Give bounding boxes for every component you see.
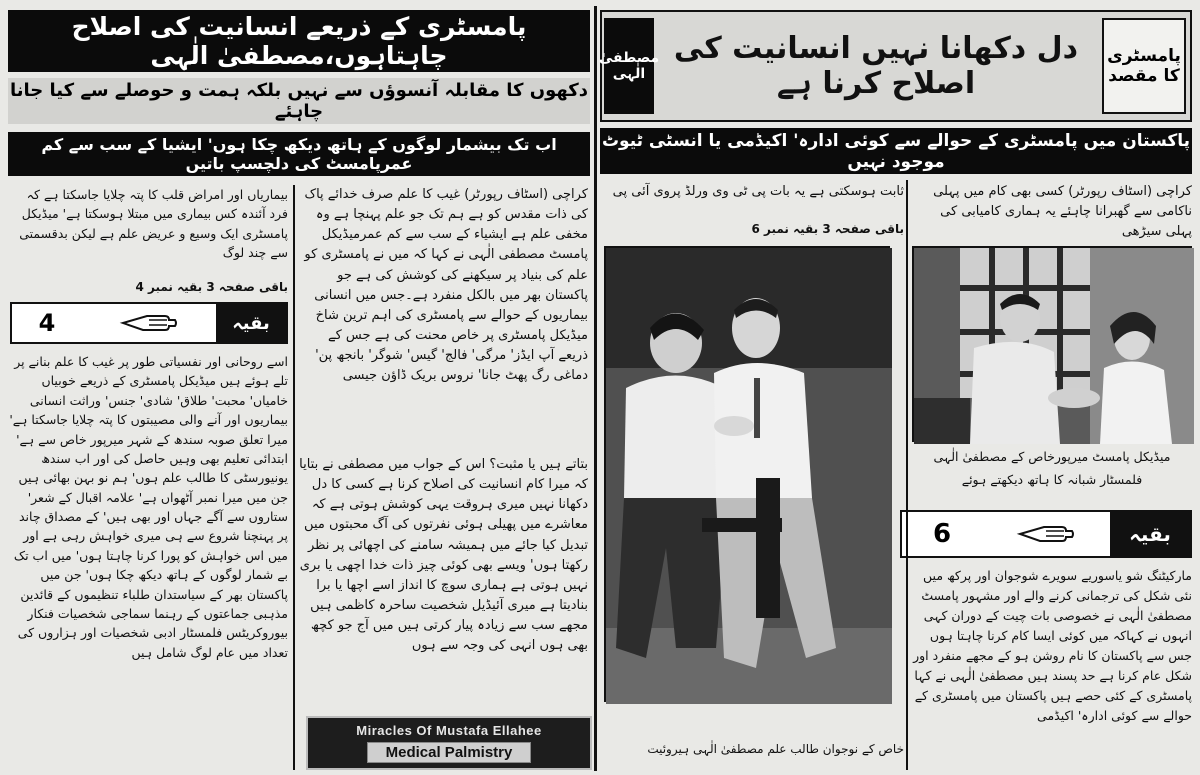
right-baqiya-label: بقیہ xyxy=(1110,512,1190,556)
watermark-box xyxy=(306,716,592,770)
left-continued-note: باقی صفحہ 3 بقیہ نمبر 4 xyxy=(135,280,288,294)
left-baqiya-box xyxy=(10,302,288,344)
right-bottom-caption: خاص کے نوجوان طالب علم مصطفیٰ الٰہی ہیروئیت xyxy=(647,742,904,756)
photo-caption: میڈیکل پامسٹ میرپورخاص کے مصطفیٰ الٰہی فلمسٹار شبانہ کا ہاتھ دیکھتے ہوئے xyxy=(933,449,1171,487)
right-label-box: پامسٹری کا مقصد xyxy=(1102,18,1186,114)
left-column-divider xyxy=(293,185,295,770)
left-subhead: دکھوں کا مقابلہ آنسوؤں سے نہیں بلکہ ہمت و حوصلے سے کیا جانا چاہئے xyxy=(8,78,590,124)
photo-palm-reading-shabana xyxy=(912,246,1192,442)
left-col-left-text: بیماریاں اور امراض قلب کا پتہ چلایا جاسکتا ہے کہ فرد آئندہ کس بیماری میں مبتلا ہوسکتا ہے' میڈیکل پامسٹری ایک وسیع و عریض علم ہے لیکن بدقسمتی سے چند لوگ xyxy=(19,187,288,261)
right-col-right-text: کراچی (اسٹاف رپورٹر) کسی بھی کام میں پہلی ناکامی سے گھبرانا چاہئے یہ ہماری کامیابی کی پہلی سیڑھی xyxy=(933,184,1192,240)
left-baqiya-number: 4 xyxy=(38,309,56,337)
pointing-hand-icon xyxy=(982,521,1110,547)
right-strap: پاکستان میں پامسٹری کے حوالے سے کوئی ادارہ' اکیڈمی یا انسٹی ٹیوٹ موجود نہیں xyxy=(600,128,1192,174)
right-baqiya-number: 6 xyxy=(932,519,952,549)
left-lower-right-text: بتاتے ہیں یا مثبت؟ اس کے جواب میں مصطفی نے بتایا کہ میرا کام انسانیت کی اصلاح کرنا ہے کسی کا دل دکھانا نہیں میری ہروقت یہی کوشش ہوتی ہے کہ معاشرے میں پھیلی ہوئی نفرتوں کی آگ محبتوں میں تبدیل کیا جائے میں ہمیشہ سامنے کی اچھائی پر نظر رکھتا ہوں' ویسے بھی کوئی چیز ذات خدا اچھی یا بری نہیں ہوتی ہے ہماری سوچ کا انداز اسے اچھا یا برا بنادیتا ہے میری آئیڈیل شخصیت ساحرہ کاظمی ہیں مجھے سب سے زیادہ پیار کرتی ہیں میں آج جو کچھ بھی ہوں انہی کی وجہ سے ہوں xyxy=(299,457,588,654)
left-strap: اب تک بیشمار لوگوں کے ہاتھ دیکھ چکا ہوں' ایشیا کے سب سے کم عمرپامسٹ کی دلچسپ باتیں xyxy=(8,132,590,176)
right-column-divider xyxy=(906,180,908,770)
left-lower-left-text: اسے روحانی اور نفسیاتی طور پر غیب کا علم بنانے پر تلے ہوئے ہیں میڈیکل پامسٹری کے ذریعے خوبیاں خامیاں' محبت' طلاق' شادی' جنس' وراثت انسانی بیماریوں اور آنے والی مصیبتوں کا پتہ چلایا جاسکتا ہے' میرا تعلق صوبہ سندھ کے شہر میرپور خاص سے ہے' ابتدائی تعلیم بھی وہیں حاصل کی اور اب سندھ یونیورسٹی کا طالب علم ہوں' ہم نو بہن بھائی ہیں جن میں میرا نمبر آٹھواں ہے' علامہ اقبال کے شعر' ستاروں سے آگے جہاں اور بھی ہیں' کے مصداق چاند پر پہنچنا شروع سے ہی میری خواہش رہی ہے اور میں اس خواہش کو پورا کرنا چاہتا ہوں' میں اب تک بے شمار لوگوں کے ہاتھ دیکھ چکا ہوں' جن میں پاکستان بھر کے سیاستدان طلباء تنظیموں کے قائدین مذہبی جماعتوں کے رہنما سماجی شخصیات فنکار بیوروکریٹس فلمسٹار ادبی شخصیات اور ہزاروں کی تعداد میں عام لوگ شامل ہیں xyxy=(9,354,288,660)
left-headline: پامسٹری کے ذریعے انسانیت کی اصلاح چاہتاہوں،مصطفیٰ الٰہی xyxy=(8,10,590,72)
right-headline: دل دکھانا نہیں انسانیت کی اصلاح کرنا ہے xyxy=(673,31,1079,101)
watermark-line2: Medical Palmistry xyxy=(367,742,532,763)
photo-palm-reading-large xyxy=(604,246,890,702)
right-baqiya-box xyxy=(900,510,1192,558)
watermark-line1: Miracles Of Mustafa Ellahee xyxy=(356,723,542,738)
right-lower-text: مارکیٹنگ شو یاسوریے سویرے شوجوان اور پرکھ میں نئی شکل کی ترجمانی کرنے والے اور مشہور پامسٹ مصطفیٰ الٰہی نے خصوصی بات چیت کے دوران کہی انہوں نے کہاکہ میں کوئی ایسا کام کرنا چاہتا ہوں جس سے پاکستان کا نام روشن ہو کے مجھے منفرد اور شکل عام کرنا ہے حد پسند ہیں مصطفیٰ الٰہی نے کہا پامسٹری کے کئی حصے ہیں پاکستان میں پامسٹری کے حوالے سے کوئی ادارہ' اکیڈمی xyxy=(913,568,1192,723)
pointing-hand-icon xyxy=(82,310,216,336)
left-col-right-text: کراچی (اسٹاف رپورٹر) غیب کا علم صرف خدائے پاک کی ذات مقدس کو ہے ہم تک جو علم پہنچا ہے وہ مخفی علم ہے ایشیاء کے سب سے کم عمرمیڈیکل پامسٹ مصطفی الٰہی نے کہا کہ میں نے پامسٹری کو علم کی بنیاد پر سیکھنے کی کوشش کی ہے جو پاکستان بھر میں بالکل منفرد ہے۔جس میں انسانی بیماریوں کے حوالے سے پامسٹری کی اہم ترین شاخ میڈیکل پامسٹری پر خاص محنت کی ہے جس کے ذریعے آپ ایڈز' مرگی' فالج' گیس' شوگر' بانجھ پن' دماغی رگ پھٹ جانا' نروس بریک ڈاؤن جیسی xyxy=(304,187,588,384)
right-col-mid-text: ثابت ہوسکتی ہے یہ بات پی ٹی وی ورلڈ پروی آئی پی xyxy=(612,184,904,199)
right-continued-note: باقی صفحہ 3 بقیہ نمبر 6 xyxy=(751,222,904,236)
left-baqiya-label: بقیہ xyxy=(216,304,286,342)
page-divider xyxy=(594,6,597,771)
right-byline: مصطفیٰ الٰہی xyxy=(604,18,654,114)
